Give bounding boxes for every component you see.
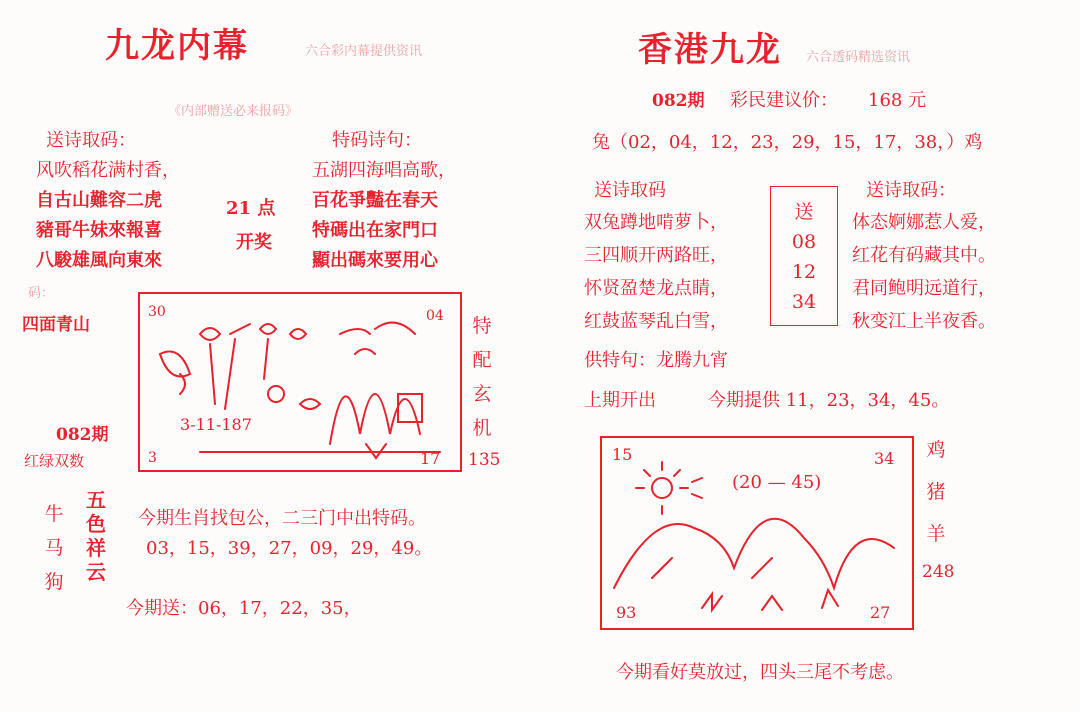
left-note: 《内部赠送必来报码》	[168, 104, 299, 119]
send-char: 送	[794, 201, 814, 223]
left-subtitle: 六合彩内幕提供资讯	[305, 44, 423, 59]
small-mark: 码：	[28, 286, 55, 301]
right-poem2-line: 君同鲍明远道行，	[852, 278, 996, 299]
right-issue: 082期	[652, 91, 705, 111]
left-issue: 082期	[56, 425, 109, 445]
right-poem2-line: 体态婀娜惹人爱，	[852, 212, 996, 233]
left-poem-line: 八駿雄風向東來	[36, 250, 162, 271]
sketch-number: 30	[148, 304, 166, 320]
sketch-number: 27	[870, 603, 891, 622]
right-title: 香港九龙	[638, 30, 782, 70]
left-poem-heading: 送诗取码：	[46, 130, 136, 151]
side-char: 特	[472, 315, 492, 337]
sketch-number: 04	[426, 308, 444, 324]
right-poem2-heading: 送诗取码：	[866, 180, 956, 201]
animal: 牛	[44, 503, 64, 525]
animal-column	[42, 498, 66, 600]
sketch-number: 34	[874, 449, 895, 468]
left-special-line: 顯出碼來要用心	[312, 250, 438, 271]
side-char: 鸡	[926, 439, 946, 461]
sketch-number: 93	[616, 603, 637, 622]
send-number: 34	[791, 291, 817, 313]
left-sketch-drawing	[140, 294, 460, 470]
right-poem-line: 红鼓蓝琴乱白雪，	[584, 311, 728, 332]
sketch-date: 3-11-187	[180, 415, 252, 434]
right-sketch-drawing	[602, 438, 912, 628]
send-number-box	[770, 186, 838, 326]
side-char: 玄	[472, 383, 492, 405]
left-number-line: 03，15，39，27，09，29，49。	[146, 538, 433, 559]
animal: 狗	[44, 571, 64, 593]
right-poem-line: 双兔蹲地啃萝卜，	[584, 212, 728, 233]
wuse-char: 祥	[86, 536, 106, 560]
right-poem-heading: 送诗取码	[594, 180, 666, 201]
animal: 马	[44, 537, 64, 559]
left-title: 九龙内幕	[105, 26, 249, 66]
side-char: 羊	[926, 523, 946, 545]
price-value: 168 元	[868, 90, 927, 111]
side-char: 猪	[926, 481, 946, 503]
left-poem-line: 豬哥牛妹來報喜	[36, 220, 162, 241]
sketch-number: 3	[148, 450, 157, 466]
left-hint-line: 今期生肖找包公，二三门中出特码。	[138, 508, 426, 529]
sketch-number: 15	[612, 445, 633, 464]
right-subtitle: 六合透码精选资讯	[806, 50, 911, 65]
left-sketch-box	[138, 292, 462, 472]
special-phrase: 供特句：龙腾九宵	[584, 350, 728, 371]
right-poem2-line: 秋变江上半夜香。	[852, 311, 996, 332]
right-footer: 今期看好莫放过，四头三尾不考虑。	[616, 662, 904, 683]
four-sides-label: 四面青山	[22, 315, 90, 335]
provide-line: 今期提供 11，23，34，45。	[708, 390, 950, 411]
side-char: 配	[472, 349, 492, 371]
last-issue-label: 上期开出	[584, 390, 656, 411]
draw-open: 开奖	[236, 232, 272, 253]
left-poem-line: 风吹稻花满村香，	[36, 160, 180, 181]
wuse-char: 色	[86, 512, 106, 536]
price-label: 彩民建议价：	[730, 90, 838, 111]
rabbit-line: 兔（02，04，12，23，29，15，17，38，）鸡	[592, 132, 983, 153]
red-green-label: 红绿双数	[24, 452, 85, 470]
sketch-number: 17	[420, 449, 441, 468]
send-number-column	[771, 197, 837, 317]
left-side-number: 135	[468, 450, 501, 470]
left-send-line: 今期送：06，17，22，35，	[126, 598, 362, 619]
right-poem-line: 三四顺开两路旺，	[584, 245, 728, 266]
wuse-column	[82, 488, 110, 584]
right-side-number: 248	[922, 562, 955, 582]
right-side-vertical	[924, 430, 948, 556]
send-number: 12	[791, 261, 817, 283]
left-special-line: 五湖四海唱高歌，	[312, 160, 456, 181]
sketch-range: (20 — 45)	[732, 472, 822, 493]
send-number: 08	[791, 231, 817, 253]
left-special-line: 百花爭豔在春天	[312, 190, 438, 211]
wuse-char: 云	[86, 560, 106, 584]
right-poem2-line: 红花有码藏其中。	[852, 245, 996, 266]
draw-time: 21 点	[226, 198, 276, 219]
left-special-line: 特碼出在家門口	[312, 220, 438, 241]
right-sketch-box	[600, 436, 914, 630]
left-special-heading: 特码诗句：	[332, 130, 422, 151]
left-poem-line: 自古山難容二虎	[36, 190, 162, 211]
wuse-char: 五	[86, 488, 106, 512]
left-side-vertical	[470, 310, 494, 446]
side-char: 机	[472, 417, 492, 439]
right-poem-line: 怀贤盈楚龙点睛，	[584, 278, 728, 299]
